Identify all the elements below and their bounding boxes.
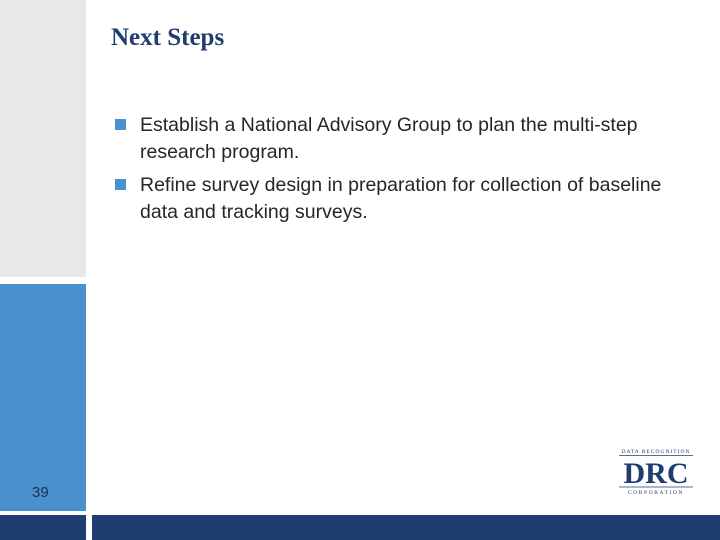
bullet-list [115,112,675,232]
square-bullet-icon [115,179,126,190]
sidebar-top-panel [0,0,86,277]
logo-main-text: DRC [623,457,689,490]
slide-title: Next Steps [111,24,225,51]
drc-logo [613,446,699,498]
footer-bar-right [92,515,720,540]
bullet-text: Refine survey design in preparation for collection of baseline data and tracking surveys. [140,174,662,223]
bullet-item [115,172,675,226]
bullet-item [115,112,675,166]
sidebar-bottom-panel [0,284,86,511]
logo-bottom-text: CORPORATION [627,490,685,496]
page-number: 39 [32,484,49,501]
footer-bar-left [0,515,86,540]
square-bullet-icon [115,119,126,130]
bullet-text: Establish a National Advisory Group to plan the multi-step research program. [140,114,638,163]
logo-top-text: DATA RECOGNITION [621,449,691,455]
